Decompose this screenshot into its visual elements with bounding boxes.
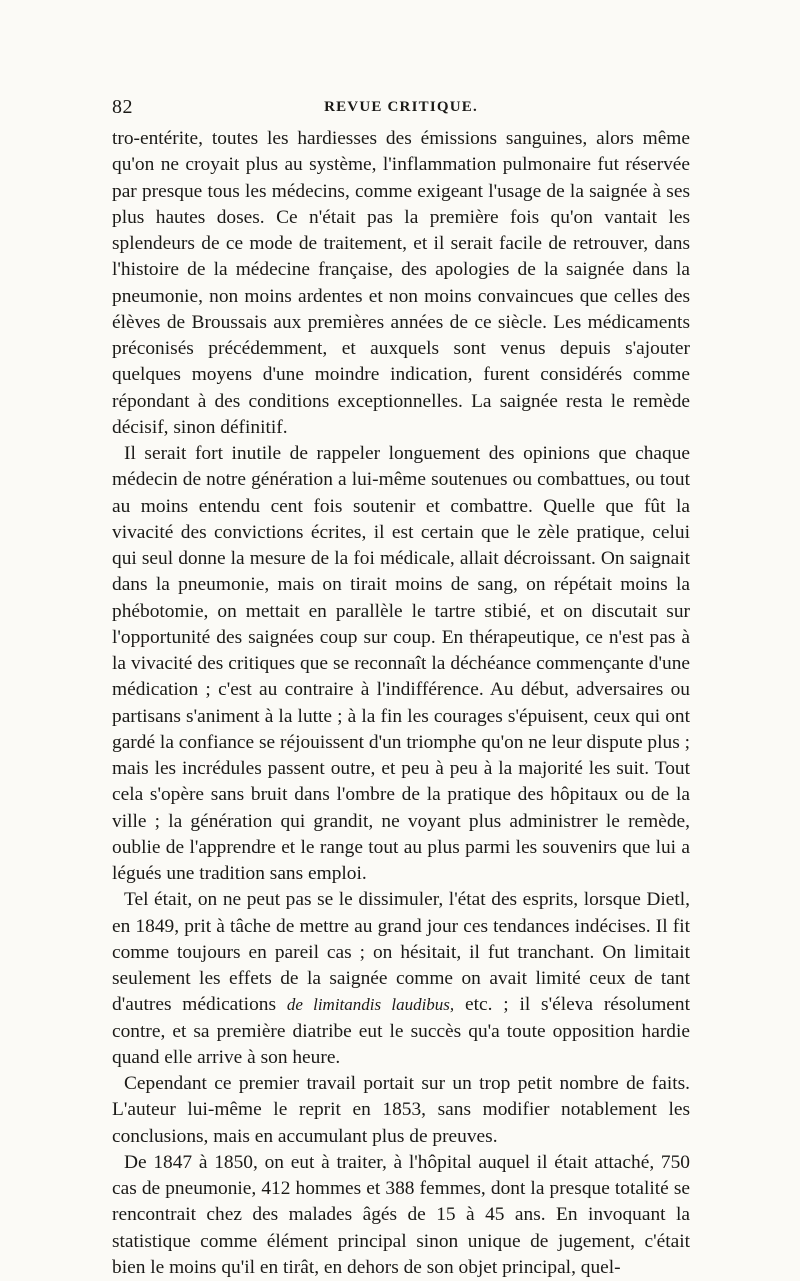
body-text [112, 126, 690, 1281]
paragraph-3-text-b: etc. ; il s'éleva résolument contre, et sa première diatribe eut le succès qu'a toute opposition hardie quand elle arrive à son heure. [112, 994, 690, 1068]
paragraph-3 [112, 887, 690, 1071]
paragraph-3-text-a: Tel était, on ne peut pas se le dissimuler, l'état des esprits, lorsque Dietl, en 1849, prit à tâche de mettre au grand jour ces tendances indécises. Il fit comme toujours en pareil cas ; on hésitait, il fut tranchant. On limitait seulement les effets de la saignée comme on avait limité ceux de tant d'autres médications [112, 889, 690, 1016]
page-number: 82 [112, 96, 133, 118]
paragraph-5: De 1847 à 1850, on eut à traiter, à l'hôpital auquel il était attaché, 750 cas de pneumonie, 412 hommes et 388 femmes, dont la presque totalité se rencontrait chez des malades âgés de 15 à 45 ans. En invoquant la statistique comme élément principal sinon unique de jugement, c'était bien le moins qu'il en tirât, en dehors de son objet principal, quel- [112, 1151, 690, 1278]
page-header [112, 96, 690, 124]
running-head: REVUE CRITIQUE. [324, 99, 478, 115]
latin-phrase: de limitandis laudibus, [286, 995, 455, 1015]
paragraph-4: Cependant ce premier travail portait sur un trop petit nombre de faits. L'auteur lui-même le reprit en 1853, sans modifier notablement les conclusions, mais en accumulant plus de preuves. [112, 1073, 690, 1147]
paragraph-2: Il serait fort inutile de rappeler longuement des opinions que chaque médecin de notre génération a lui-même soutenues ou combattues, ou tout au moins entendu cent fois soutenir et combattre. Quelle que fût la vivacité des convictions écrites, il est certain que le zèle pratique, celui qui seul donne la mesure de la foi médicale, allait décroissant. On saignait dans la pneumonie, mais on tirait moins de sang, on répétait moins la phébotomie, on mettait en parallèle le tartre stibié, et on discutait sur l'opportunité des saignées coup sur coup. En thérapeutique, ce n'est pas à la vivacité des critiques que se reconnaît la déchéance commençante d'une médication ; c'est au contraire à l'indifférence. Au début, adversaires ou partisans s'animent à la lutte ; à la fin les courages s'épuisent, ceux qui ont gardé la confiance se réjouissent d'un triomphe qu'on ne leur dispute plus ; mais les incrédules passent outre, et peu à peu à la majorité les suit. Tout cela s'opère sans bruit dans l'ombre de la pratique des hôpitaux ou de la ville ; la génération qui grandit, ne voyant plus administrer le remède, oublie de l'apprendre et le range tout au plus parmi les souvenirs que lui a légués une tradition sans emploi. [112, 443, 690, 884]
paragraph-1: tro-entérite, toutes les hardiesses des émissions sanguines, alors même qu'on ne croyait plus au système, l'inflammation pulmonaire fut réservée par presque tous les médecins, comme exigeant l'usage de la saignée à ses plus hautes doses. Ce n'était pas la première fois qu'on vantait les splendeurs de ce mode de traitement, et il serait facile de retrouver, dans l'histoire de la médecine française, des apologies de la saignée dans la pneumonie, non moins ardentes et non moins convaincues que celles des élèves de Broussais aux premières années de ce siècle. Les médicaments préconisés précédemment, et auxquels sont venus depuis s'ajouter quelques moyens d'une moindre indication, furent considérés comme répondant à des conditions exceptionnelles. La saignée resta le remède décisif, sinon définitif. [112, 128, 690, 438]
book-page [112, 96, 690, 1281]
